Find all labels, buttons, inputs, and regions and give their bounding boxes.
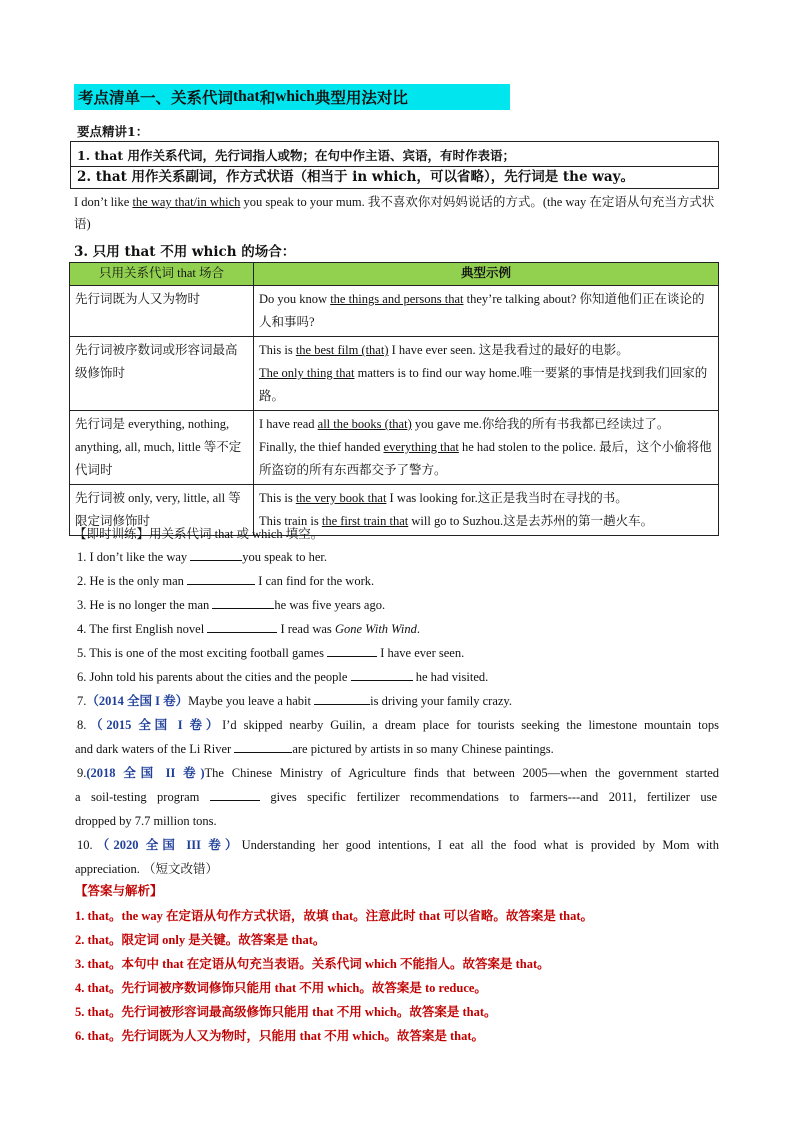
q-text: is driving your family crazy. <box>370 694 512 708</box>
answer-blank[interactable] <box>190 548 242 561</box>
question-5 <box>77 641 719 665</box>
table-example-cell <box>254 411 719 485</box>
exam-tag: （2014 全国 I 卷） <box>86 694 189 708</box>
question-9-line1 <box>77 761 719 785</box>
exam-tag: (2018 全国 II 卷) <box>86 766 205 780</box>
ex-underlined: The only thing that <box>259 366 355 380</box>
q-italic: Gone With Wind <box>334 622 417 636</box>
q-num: 7. <box>77 694 87 708</box>
answer-blank[interactable] <box>187 572 255 585</box>
title-part1: 考点清单一、关系代词 <box>78 88 234 107</box>
question-8-line1 <box>77 713 719 737</box>
answer-blank[interactable] <box>314 692 370 705</box>
q-num: 9. <box>77 766 87 780</box>
ex-underlined: the very book that <box>295 491 387 505</box>
section3-heading: 3. 只用 that 不用 which 的场合： <box>74 244 296 260</box>
key-points-label: 要点精讲1： <box>77 124 149 139</box>
answer-blank[interactable] <box>207 620 277 633</box>
answer-2: 2. that。限定词 only 是关键。故答案是 that。 <box>75 933 326 947</box>
q-text: 6. John told his parents about the cities and the people <box>77 670 351 684</box>
example-post: you speak to your mum. 我不喜欢你对妈妈说话的方式。(the way 在定语从句充当方式状语) <box>74 195 715 231</box>
question-4 <box>77 617 719 641</box>
title-he: 和 <box>259 88 276 107</box>
question-3 <box>77 593 719 617</box>
question-9-line3: dropped by 7.7 million tons. <box>75 814 217 828</box>
ex-post: I was looking for.这正是我当时在寻找的书。 <box>386 491 628 505</box>
section-title <box>74 84 510 110</box>
q-text: he had visited. <box>412 670 489 684</box>
answers-title: 【答案与解析】 <box>75 884 163 898</box>
example-line <box>259 413 713 436</box>
q-text: 1. I don’t like the way <box>77 550 191 564</box>
question-8-line2 <box>75 737 717 761</box>
question-10-line1 <box>77 833 719 857</box>
q-text: I read was <box>277 622 335 636</box>
ex-underlined: everything that <box>383 440 459 454</box>
answer-blank[interactable] <box>212 596 274 609</box>
ex-pre: This is <box>259 491 296 505</box>
ex-pre: This train is <box>259 514 322 528</box>
table-example-cell <box>254 337 719 411</box>
table-row <box>70 286 719 337</box>
exam-tag: （2020 全国 III 卷） <box>92 838 242 852</box>
ex-underlined: the first train that <box>321 514 409 528</box>
ex-underlined: the things and persons that <box>330 292 464 306</box>
practice-title: 【即时训练】用关系代词 that 或 which 填空。 <box>74 527 324 541</box>
exam-tag: （2015 全国 I 卷） <box>86 718 223 732</box>
ex-post: matters is to find our way home.唯一要紧的事情是找到我们回家的路。 <box>259 366 708 403</box>
rule-1: 1. that 用作关系代词，先行词指人或物；在句中作主语、宾语，有时作表语； <box>77 148 515 163</box>
q-text: The Chinese Ministry of Agriculture finds that between 2005—when the government started <box>204 766 719 780</box>
answer-blank[interactable] <box>234 740 292 753</box>
example-underlined: the way that/in which <box>132 195 241 209</box>
q-text: I’d skipped nearby Guilin, a dream place for tourists seeking the limestone mountain tops <box>222 718 720 732</box>
q-text: . <box>416 622 421 636</box>
title-part2: 典型用法对比 <box>314 88 408 107</box>
question-2 <box>77 569 719 593</box>
q-num: 10. <box>77 838 93 852</box>
q-text: Understanding her good intentions, I eat all the food what is provided by Mom with <box>241 838 720 852</box>
ex-underlined: all the books (that) <box>317 417 412 431</box>
example-line <box>259 362 713 408</box>
ex-pre: Finally, the thief handed <box>259 440 384 454</box>
answer-5: 5. that。先行词被形容词最高级修饰只能用 that 不用 which。故答案是 that。 <box>75 1005 497 1019</box>
usage-table <box>69 262 719 536</box>
ex-post: he had stolen to the police. 最后，这个小偷将他所盗窃的所有东西都交予了警方。 <box>259 440 712 477</box>
example-line <box>259 487 713 510</box>
question-10-line2: appreciation. （短文改错） <box>75 862 219 876</box>
ex-pre: I have read <box>259 417 318 431</box>
answer-6: 6. that。先行词既为人又为物时，只能用 that 不用 which。故答案是 that。 <box>75 1029 485 1043</box>
answer-blank[interactable] <box>210 788 260 801</box>
q-text: I can find for the work. <box>255 574 375 588</box>
q-text: and dark waters of the Li River <box>75 742 235 756</box>
title-that: that <box>233 88 260 105</box>
q-text: are pictured by artists in so many Chinese paintings. <box>292 742 554 756</box>
table-case-cell: 先行词是 everything, nothing, anything, all, much, little 等不定代词时 <box>70 411 254 485</box>
example-line <box>259 339 713 362</box>
question-1 <box>77 545 719 569</box>
rule-2: 2. that 用作关系副词，作方式状语（相当于 in which，可以省略），先行词是 the way。 <box>71 166 718 188</box>
q-text: 4. The first English novel <box>77 622 208 636</box>
answer-1: 1. that。the way 在定语从句作方式状语，故填 that。注意此时 that 可以省略。故答案是 that。 <box>75 909 594 923</box>
q-text: you speak to her. <box>242 550 328 564</box>
question-6 <box>77 665 719 689</box>
q-text: Maybe you leave a habit <box>188 694 315 708</box>
example-pre: I don’t like <box>74 195 133 209</box>
example-paragraph <box>74 191 720 235</box>
answer-blank[interactable] <box>327 644 377 657</box>
question-7 <box>77 689 719 713</box>
q-text: a soil-testing program <box>75 790 210 804</box>
q-num: 8. <box>77 718 87 732</box>
title-which: which <box>275 88 315 105</box>
ex-pre: Do you know <box>259 292 331 306</box>
rules-box <box>70 141 719 189</box>
table-row <box>70 411 719 485</box>
table-case-cell: 先行词被序数词或形容词最高级修饰时 <box>70 337 254 411</box>
table-header-case: 只用关系代词 that 场合 <box>70 263 254 286</box>
ex-underlined: the best film (that) <box>295 343 389 357</box>
ex-pre: This is <box>259 343 296 357</box>
q-text: I have ever seen. <box>377 646 465 660</box>
table-example-cell <box>254 286 719 337</box>
q-text: gives specific fertilizer recommendations to farmers---and 2011, fertilizer use <box>259 790 717 804</box>
answer-blank[interactable] <box>351 668 413 681</box>
q-text: 3. He is no longer the man <box>77 598 213 612</box>
answer-4: 4. that。先行词被序数词修饰只能用 that 不用 which。故答案是 to reduce。 <box>75 981 487 995</box>
answer-3: 3. that。本句中 that 在定语从句充当表语。关系代词 which 不能指人。故答案是 that。 <box>75 957 550 971</box>
example-line <box>259 436 713 482</box>
table-header-row <box>70 263 719 286</box>
q-text: 2. He is the only man <box>77 574 188 588</box>
q-text: 5. This is one of the most exciting football games <box>77 646 328 660</box>
ex-post: they’re talking about? 你知道他们正在谈论的人和事吗? <box>259 292 705 329</box>
question-9-line2 <box>75 785 717 809</box>
table-row <box>70 337 719 411</box>
table-header-examples: 典型示例 <box>254 263 719 286</box>
q-text: he was five years ago. <box>274 598 386 612</box>
table-case-cell: 先行词既为人又为物时 <box>70 286 254 337</box>
ex-post: will go to Suzhou.这是去苏州的第一趟火车。 <box>408 514 654 528</box>
ex-post: I have ever seen. 这是我看过的最好的电影。 <box>388 343 629 357</box>
table-case-cell: 先行词被 only, very, little, all 等限定词修饰时 <box>70 485 254 536</box>
ex-post: you gave me.你给我的所有书我都已经读过了。 <box>411 417 670 431</box>
